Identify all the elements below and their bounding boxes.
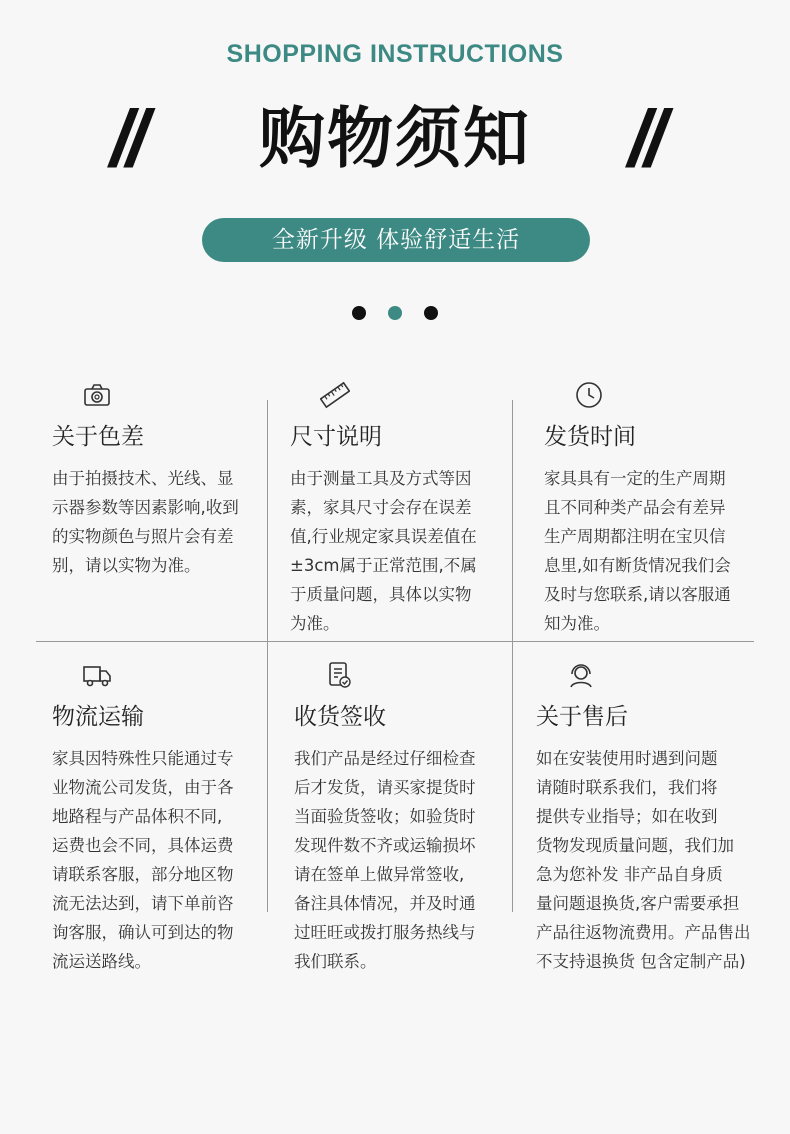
body-line: 为准。 [290, 614, 340, 633]
slash-decoration-right: // [628, 94, 661, 183]
divider-horizontal [36, 641, 754, 642]
body-line: 值,行业规定家具误差值在 [290, 527, 477, 546]
body-line: ±3cm属于正常范围,不属 [290, 556, 477, 575]
section-body [52, 744, 252, 976]
truck-icon [82, 660, 112, 690]
body-line: 的实物颜色与照片会有差 [52, 527, 234, 546]
body-line: 如在安装使用时遇到问题 [536, 749, 718, 768]
dot-3 [424, 306, 438, 320]
body-line: 提供专业指导；如在收到 [536, 807, 718, 826]
slash-decoration-left: // [110, 94, 143, 183]
ruler-icon [320, 380, 350, 410]
body-line: 不支持退换货 包含定制产品) [536, 952, 746, 971]
title-row [0, 96, 790, 186]
body-line: 货物发现质量问题，我们加 [536, 836, 734, 855]
section-body [536, 744, 751, 976]
body-line: 家具具有一定的生产周期 [544, 469, 726, 488]
body-line: 由于拍摄技术、光线、显 [52, 469, 234, 488]
slogan-pill: 全新升级 体验舒适生活 [202, 218, 590, 262]
section-body [290, 464, 490, 638]
body-line: 素，家具尺寸会存在误差 [290, 498, 472, 517]
section-title: 关于售后 [536, 704, 628, 730]
dot-2-active [388, 306, 402, 320]
clock-icon [574, 380, 604, 410]
body-line: 家具因特殊性只能通过专 [52, 749, 234, 768]
body-line: 备注具体情况，并及时通 [294, 894, 476, 913]
body-line: 别，请以实物为准。 [52, 556, 201, 575]
subtitle-en: SHOPPING INSTRUCTIONS [226, 40, 564, 68]
page-title: 购物须知 [259, 100, 531, 177]
divider-vertical-1 [267, 400, 268, 912]
body-line: 生产周期都注明在宝贝信 [544, 527, 726, 546]
camera-icon [82, 380, 112, 410]
section-title: 关于色差 [52, 424, 144, 450]
body-line: 产品往返物流费用。产品售出 [536, 923, 751, 942]
section-title: 尺寸说明 [290, 424, 382, 450]
dot-1 [352, 306, 366, 320]
body-line: 我们联系。 [294, 952, 377, 971]
body-line: 于质量问题，具体以实物 [290, 585, 472, 604]
body-line: 运费也会不同，具体运费 [52, 836, 234, 855]
body-line: 及时与您联系,请以客服通 [544, 585, 731, 604]
body-line: 示器参数等因素影响,收到 [52, 498, 239, 517]
body-line: 知为准。 [544, 614, 610, 633]
body-line: 业物流公司发货，由于各 [52, 778, 234, 797]
body-line: 息里,如有断货情况我们会 [544, 556, 731, 575]
body-line: 流无法达到，请下单前咨 [52, 894, 234, 913]
body-line: 请在签单上做异常签收, [294, 865, 465, 884]
customer-service-icon [566, 660, 596, 690]
body-line: 且不同种类产品会有差异 [544, 498, 726, 517]
body-line: 过旺旺或拨打服务热线与 [294, 923, 476, 942]
body-line: 当面验货签收；如验货时 [294, 807, 476, 826]
body-line: 询客服，确认可到达的物 [52, 923, 234, 942]
section-body [52, 464, 252, 580]
divider-vertical-2 [512, 400, 513, 912]
section-body [544, 464, 744, 638]
body-line: 请联系客服，部分地区物 [52, 865, 234, 884]
body-line: 我们产品是经过仔细检查 [294, 749, 476, 768]
section-body [294, 744, 494, 976]
section-title: 物流运输 [52, 704, 144, 730]
body-line: 地路程与产品体积不同, [52, 807, 223, 826]
dot-indicator [352, 306, 442, 322]
body-line: 量问题退换货,客户需要承担 [536, 894, 740, 913]
section-title: 发货时间 [544, 424, 636, 450]
document-check-icon [324, 660, 354, 690]
body-line: 由于测量工具及方式等因 [290, 469, 472, 488]
body-line: 后才发货，请买家提货时 [294, 778, 476, 797]
body-line: 流运送路线。 [52, 952, 151, 971]
body-line: 发现件数不齐或运输损坏 [294, 836, 476, 855]
body-line: 请随时联系我们，我们将 [536, 778, 718, 797]
section-title: 收货签收 [294, 704, 386, 730]
body-line: 急为您补发 非产品自身质 [536, 865, 723, 884]
